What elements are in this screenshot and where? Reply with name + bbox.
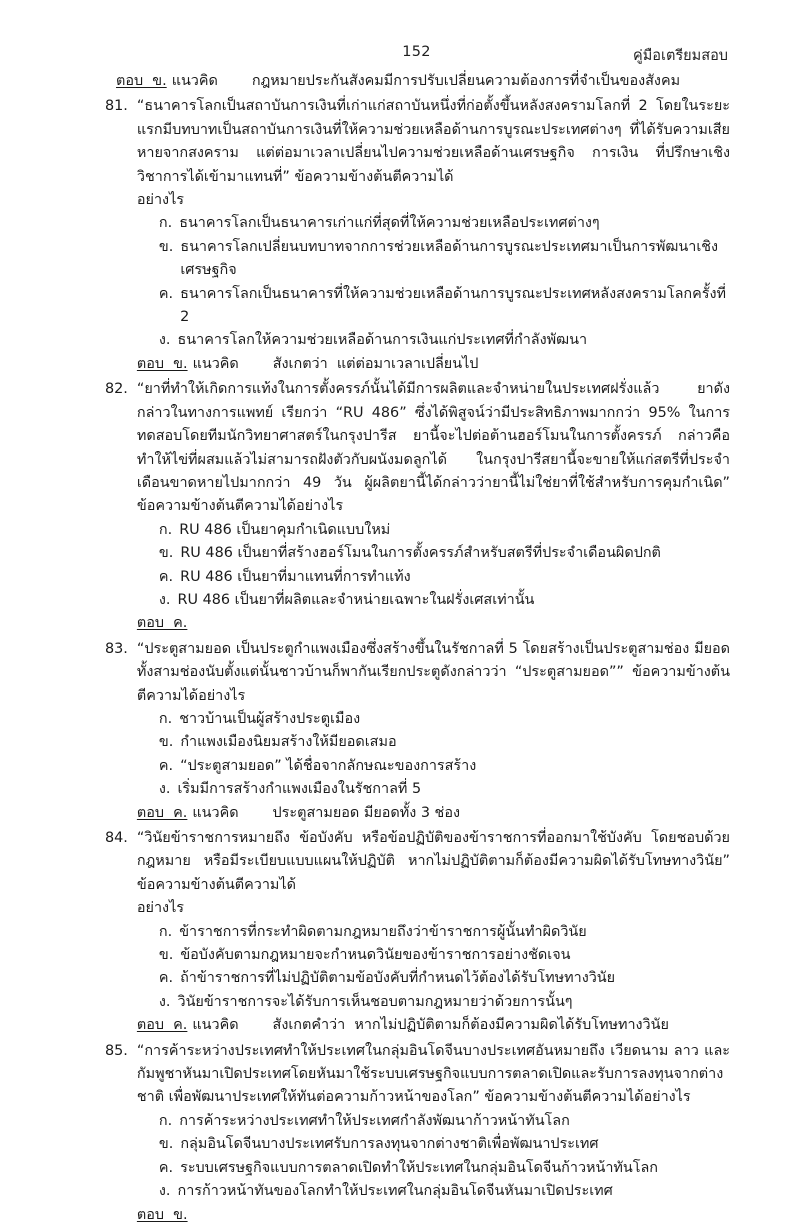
answer-key: ตอบ ค. [136, 615, 188, 632]
option-item[interactable] [137, 1157, 730, 1180]
option-item[interactable] [137, 778, 730, 801]
option-item[interactable] [137, 1133, 730, 1156]
answer-row [137, 1204, 730, 1227]
option-key: ง. [158, 781, 171, 798]
option-item[interactable] [137, 566, 730, 589]
question-body [137, 95, 730, 376]
option-item[interactable] [137, 967, 730, 990]
option-list [137, 1110, 730, 1204]
option-key: ค. [158, 970, 174, 987]
option-key: ข. [158, 238, 174, 255]
option-item[interactable] [137, 921, 730, 944]
question-stem [105, 95, 730, 376]
answer-key: ตอบ ข. [136, 1206, 188, 1223]
option-text: ข้าราชการที่กระทำผิดตามกฎหมายถึงว่าข้าราชการผู้นั้นทำผิดวินัย [179, 923, 587, 940]
answer-label: แนวคิด [192, 355, 239, 372]
option-text: การค้าระหว่างประเทศทำให้ประเทศกำลังพัฒนาก้าวหน้าทันโลก [179, 1112, 570, 1129]
option-key: ค. [158, 568, 174, 585]
running-head [105, 44, 728, 68]
option-key: ง. [158, 1183, 171, 1200]
option-key: ก. [158, 923, 173, 940]
answer-note: กฎหมายประกันสังคมมีการปรับเปลี่ยนความต้องการที่จำเป็นของสังคม [251, 73, 681, 89]
option-text: RU 486 เป็นยาที่สร้างฮอร์โมนในการตั้งครรภ์สำหรับสตรีที่ประจำเดือนผิดปกติ [180, 545, 661, 562]
answer-row [137, 353, 730, 376]
option-item[interactable] [137, 519, 730, 542]
page-content [105, 70, 730, 1227]
option-item[interactable] [137, 991, 730, 1014]
question-body [137, 827, 730, 1038]
option-text: ข้อบังคับตามกฎหมายจะกำหนดวินัยของข้าราชการอย่างชัดเจน [180, 947, 571, 964]
option-item[interactable] [137, 589, 730, 612]
option-item[interactable] [137, 1180, 730, 1203]
option-key: ข. [158, 1136, 174, 1153]
option-key: ข. [158, 947, 174, 964]
question-body [137, 378, 730, 635]
question-number: 84. [105, 830, 128, 846]
question-block [105, 638, 730, 825]
question-stem [105, 827, 730, 1038]
option-text: ธนาคารโลกให้ความช่วยเหลือด้านการเงินแก่ประเทศที่กำลังพัฒนา [177, 332, 588, 349]
question-stem [105, 638, 730, 825]
answer-row [137, 612, 730, 635]
option-key: ก. [158, 215, 173, 232]
question-block [105, 95, 730, 376]
option-item[interactable] [137, 755, 730, 778]
question-stem [105, 1040, 730, 1227]
question-number: 85. [105, 1042, 128, 1059]
answer-row-carryover [105, 70, 730, 93]
option-item[interactable] [137, 542, 730, 565]
page-number: 152 [402, 44, 431, 60]
question-text-tail: อย่างไร [136, 192, 185, 209]
option-key: ค. [158, 1159, 174, 1176]
question-stem [105, 378, 730, 635]
option-text: วินัยข้าราชการจะได้รับการเห็นชอบตามกฎหมายว่าด้วยการนั้นๆ [177, 993, 573, 1010]
option-key: ก. [158, 710, 173, 727]
question-number: 81. [105, 98, 128, 115]
option-item[interactable] [137, 944, 730, 967]
answer-label: แนวคิด [192, 1017, 239, 1034]
option-key: ง. [158, 591, 171, 608]
option-text: เริ่มมีการสร้างกำแพงเมืองในรัชกาลที่ 5 [177, 781, 422, 798]
question-number: 82. [105, 381, 128, 398]
option-key: ก. [158, 521, 173, 538]
option-key: ข. [158, 545, 174, 562]
option-text: RU 486 เป็นยาคุมกำเนิดแบบใหม่ [179, 521, 391, 538]
option-item[interactable] [137, 212, 730, 235]
option-text: กำแพงเมืองนิยมสร้างให้มียอดเสมอ [180, 734, 397, 751]
answer-key: ตอบ ข. [136, 355, 188, 372]
question-text-tail: อย่างไร [136, 900, 185, 917]
questions-list [105, 95, 730, 1227]
answer-key: ตอบ ค. [136, 804, 188, 821]
option-item[interactable] [137, 731, 730, 754]
question-block [105, 827, 730, 1038]
option-text: การก้าวหน้าทันของโลกทำให้ประเทศในกลุ่มอินโดจีนหันมาเปิดประเทศ [177, 1183, 613, 1200]
answer-key: ตอบ ค. [136, 1017, 188, 1034]
option-text: ธนาคารโลกเปลี่ยนบทบาทจากการช่วยเหลือด้านการบูรณะประเทศมาเป็นการพัฒนาเชิงเศรษฐกิจ [180, 238, 719, 279]
option-text: ธนาคารโลกเป็นธนาคารเก่าแก่ที่สุดที่ให้ความช่วยเหลือประเทศต่างๆ [179, 215, 600, 232]
option-text: “ประตูสามยอด” ได้ชื่อจากลักษณะของการสร้าง [180, 757, 477, 774]
option-item[interactable] [137, 283, 730, 330]
question-block [105, 378, 730, 635]
answer-note: สังเกตคำว่า หากไม่ปฏิบัติตามก็ต้องมีความผิดได้รับโทษทางวินัย [272, 1017, 669, 1034]
question-text: “การค้าระหว่างประเทศทำให้ประเทศในกลุ่มอินโดจีนบางประเทศอันหมายถึง เวียดนาม ลาว และกัมพูชาหันมาเปิดประเทศโดยหันมาใช้ระบบเศรษฐกิจแบบการตลาดเปิดและรับการลงทุนจากต่างชาติ เพื่อพัฒนาประเทศให้ทันต่อความก้าวหน้าของโลก” ข้อความข้างต้นตีความได้อย่างไร [136, 1042, 730, 1106]
option-text: ถ้าข้าราชการที่ไม่ปฏิบัติตามข้อบังคับที่กำหนดไว้ต้องได้รับโทษทางวินัย [180, 970, 616, 987]
option-list [137, 212, 730, 352]
answer-note: สังเกตว่า แต่ต่อมาเวลาเปลี่ยนไป [272, 355, 479, 372]
option-key: ค. [158, 285, 174, 302]
option-key: ง. [158, 993, 171, 1010]
option-key: ข. [158, 734, 174, 751]
answer-row [137, 802, 730, 825]
question-block [105, 1040, 730, 1227]
answer-label: แนวคิด [192, 804, 239, 821]
option-item[interactable] [137, 1110, 730, 1133]
option-list [137, 708, 730, 802]
question-body [137, 638, 730, 825]
option-text: RU 486 เป็นยาที่ผลิตและจำหน่ายเฉพาะในฝรั่งเศสเท่านั้น [177, 591, 535, 608]
answer-key: ตอบ ข. [116, 73, 167, 89]
answer-note: ประตูสามยอด มียอดทั้ง 3 ช่อง [272, 804, 460, 821]
question-text: “ธนาคารโลกเป็นสถาบันการเงินที่เก่าแก่สถาบันหนึ่งที่ก่อตั้งขึ้นหลังสงครามโลกที่ 2 โดยในระยะแรกมีบทบาทเป็นสถาบันการเงินที่ให้ความช่วยเหลือด้านการบูรณะประเทศต่างๆ ที่ได้รับความเสียหายจากสงคราม แต่ต่อมาเวลาเปลี่ยนไปความช่วยเหลือด้านเศรษฐกิจ การเงิน ที่ปรึกษาเชิงวิชาการได้เข้ามาแทนที่” ข้อความข้างต้นตีความได้ [136, 98, 730, 185]
answer-row [137, 1014, 730, 1037]
option-item[interactable] [137, 329, 730, 352]
question-text: “วินัยข้าราชการหมายถึง ข้อบังคับ หรือข้อปฏิบัติของข้าราชการที่ออกมาใช้บังคับ โดยชอบด้วยกฎหมาย หรือมีระเบียบแบบแผนให้ปฏิบัติ หากไม่ปฏิบัติตามก็ต้องมีความผิดได้รับโทษทางวินัย” ข้อความข้างต้นตีความได้ [136, 830, 730, 893]
option-list [137, 921, 730, 1015]
question-body [137, 1040, 730, 1227]
question-number: 83. [105, 640, 128, 657]
answer-label: แนวคิด [171, 73, 218, 89]
book-title: คู่มือเตรียมสอบ [633, 48, 728, 64]
option-text: ชาวบ้านเป็นผู้สร้างประตูเมือง [179, 710, 361, 727]
question-text: “ประตูสามยอด เป็นประตูกำแพงเมืองซึ่งสร้างขึ้นในรัชกาลที่ 5 โดยสร้างเป็นประตูสามช่อง มียอดทั้งสามช่องนับตั้งแต่นั้นชาวบ้านก็พากันเรียกประตูดังกล่าวว่า “ประตูสามยอด”” ข้อความข้างต้นตีความได้อย่างไร [136, 640, 730, 704]
option-item[interactable] [137, 708, 730, 731]
option-list [137, 519, 730, 613]
option-text: RU 486 เป็นยาที่มาแทนที่การทำแท้ง [180, 568, 411, 585]
option-text: ระบบเศรษฐกิจแบบการตลาดเปิดทำให้ประเทศในกลุ่มอินโดจีนก้าวหน้าทันโลก [180, 1159, 659, 1176]
option-item[interactable] [137, 236, 730, 283]
option-text: ธนาคารโลกเป็นธนาคารที่ให้ความช่วยเหลือด้านการบูรณะประเทศหลังสงครามโลกครั้งที่ 2 [180, 285, 726, 326]
option-text: กลุ่มอินโดจีนบางประเทศรับการลงทุนจากต่างชาติเพื่อพัฒนาประเทศ [180, 1136, 599, 1153]
question-text: “ยาที่ทำให้เกิดการแท้งในการตั้งครรภ์นั้นได้มีการผลิตและจำหน่ายในประเทศฝรั่งแล้ว ยาดังกล่าวในทางการแพทย์ เรียกว่า “RU 486” ซึ่งได้พิสูจน์ว่ามีประสิทธิภาพมากกว่า 95% ในการทดสอบโดยทีมนักวิทยาศาสตร์ในกรุงปารีส ยานี้จะไปต่อต้านฮอร์โมนในการตั้งครรภ์ กล่าวคือทำให้ไข่ที่ผสมแล้วไม่สามารถฝังตัวกับผนังมดลูกได้ ในกรุงปารีสยานี้จะขายให้แก่สตรีที่ประจำเดือนขาดหายไปมากกว่า 49 วัน ผู้ผลิตยานี้ได้กล่าวว่ายานี้ไม่ใช่ยาที่ใช้สำหรับการคุมกำเนิด” ข้อความข้างต้นตีความได้อย่างไร [136, 381, 730, 515]
option-key: ง. [158, 332, 171, 349]
option-key: ค. [158, 757, 174, 774]
option-key: ก. [158, 1112, 173, 1129]
